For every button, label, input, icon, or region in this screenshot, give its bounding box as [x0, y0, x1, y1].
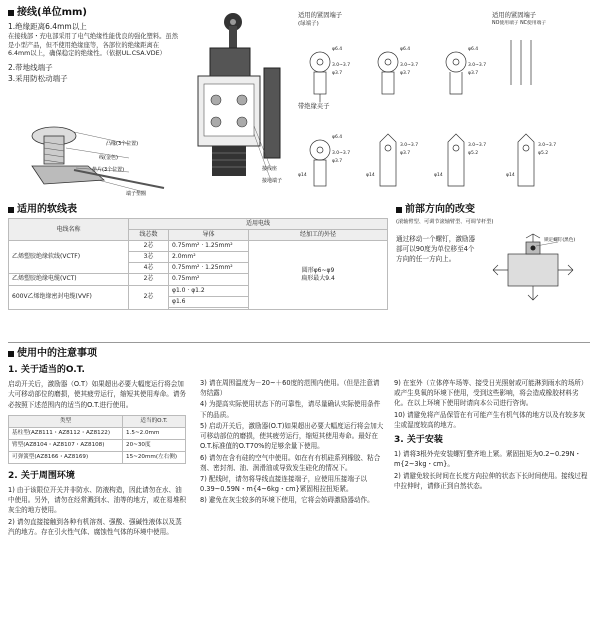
label-wire: 线(金色) [99, 155, 118, 161]
table-row: 臂型(AZ8104・AZ8107・AZ8108) 20~30度 [9, 439, 186, 451]
list-item: 7) 配线时，请勿将导线直接连接端子，应使用压接端子以0.39~0.59N・m{4~6kg・cm}紧固相拉扭矩紧。 [200, 474, 368, 494]
ot-heading: 1. 关于适当的O.T. [8, 365, 85, 375]
label-lock-screw: 锁定螺钉(黑色) [544, 238, 576, 243]
svg-text:3.0~3.7: 3.0~3.7 [400, 63, 419, 68]
ot-body: 启动开关后，激励器（O.T）如果超出必要大幅度运行将会加大可移动部位的磨损，使其疲劳运行，缩短其使用寿命。请务必按照下述范围内的适当的O.T.进行使用。 [8, 380, 187, 409]
bullet-square-icon [8, 10, 14, 16]
svg-text:3.0~3.7: 3.0~3.7 [332, 63, 351, 68]
list-item: 6) 请勿在含有硅的空气中使用。如在有有机硅系列橡胶、粘合剂、密封剂、油、润滑油或导致发生硅化的情况下。 [200, 453, 381, 472]
svg-text:φ3.7: φ3.7 [468, 71, 479, 76]
env-list [8, 485, 188, 537]
svg-text:φ6.4: φ6.4 [468, 47, 479, 52]
svg-text:3.0~3.7: 3.0~3.7 [538, 143, 557, 148]
terminal-caption-2: 适用的紧固端子 NO使用端子 NC使用端子 [492, 12, 547, 26]
svg-text:φ3.7: φ3.7 [332, 71, 343, 76]
od-cell: 圆形φ6~φ9 扁形最大9.4 [249, 241, 388, 310]
ot-table: 类型 适当的O.T. 基柱型(AZ8111・AZ8112・AZ8122) 1.5~2.0mm 臂型(AZ8104・AZ8107・AZ8108) 20~30度 可弹簧型(AZ8166・AZ8169) 15~20mm(左右侧) [8, 415, 186, 464]
list-item: 2) 请避免较长时间在长度方向拉伸的状态下长时间使用。接线过程中拉伸时，请修正到自然状态。 [394, 471, 588, 490]
section-precautions-title: 使用中的注意事项 [8, 347, 97, 361]
section-divider [8, 342, 590, 343]
list-item: 5) 启动开关后，激励器(O.T)如果超出必要大幅度运行将会加大可移动部位的磨损，使其疲劳运行，缩短其使用寿命。最好在O.T.标准值的O.T70%的足够余量下使用。 [200, 421, 384, 451]
list-item: 4) 为提高实际使用状态下的可靠性，请尽量确认实际使用条件下的品质。 [200, 400, 381, 419]
list-item: 2) 请勿直接接触到各种有机溶剂、强酸、强碱性液体以及蒸汽的地方。存在引火性气体、腐蚀性气体的环境中使用。 [8, 517, 182, 536]
bullet-square-icon [8, 207, 14, 213]
svg-text:φ5.2: φ5.2 [538, 151, 549, 156]
label-washer: 垫片(3个位置) [92, 167, 125, 173]
list-item: 1) 请将3根外壳安装螺钉整齐地上紧。紧固扭矩为0.2~0.29N・m{2~3kg・cm}。 [394, 450, 582, 469]
label-terminal-block: 接线座 [262, 166, 278, 172]
terminal-dimension-drawings [296, 30, 592, 200]
list-item: 3) 请在周围温度为－20~＋60度的范围内使用。（但是注意请勿结露） [200, 379, 380, 398]
bullet-square-icon [8, 351, 14, 357]
svg-text:φ3.7: φ3.7 [400, 151, 411, 156]
direction-subtitle: (滚轴臂型、可调节滚轴臂型、可调节杆型) [396, 219, 494, 225]
precautions-middle-column [200, 378, 385, 507]
wiring-item-1-body: 在接线部・充电部采用了电气绝缘性能优良的强化塑料。虽然是小型产品，但不使用绝缘座等，各部位的绝缘距离在6.4mm以上，确保稳定的绝缘性。（依据UL.CSA.VDE） [8, 33, 179, 58]
direction-diagram [478, 232, 593, 304]
precautions-left-column [8, 364, 188, 538]
svg-text:φ5.2: φ5.2 [468, 151, 479, 156]
table-row: 600V乙烯绝缘密封电缆(VVF) 2芯 φ1.0 · φ1.2 [9, 285, 388, 296]
terminal-caption-1: 适用的紧固端子 (绿端子) [298, 12, 343, 27]
table-row: 乙烯塑胶绝缘软线(VCTF) 2芯 0.75mm² · 1.25mm² 圆形φ6~φ9 扁形最大9.4 [9, 241, 388, 252]
svg-text:3.0~3.7: 3.0~3.7 [468, 143, 487, 148]
cord-table: 电线名称 适用电线 线芯数 导体 经加工的外径 乙烯塑胶绝缘软线(VCTF) 2芯 0.75mm² · 1.25mm² 圆形φ6~φ9 扁形最大9.4 3芯 2.0mm² 4芯 0.75mm² · 1.25mm² 乙烯塑胶绝缘电缆(VCT) 2芯 0.75mm² 600V乙烯绝缘密封电缆(VVF) 2芯 φ1.0 · φ1.2 φ1.6 [8, 218, 388, 310]
svg-text:φ6.4: φ6.4 [400, 47, 411, 52]
precautions-right-column [394, 378, 590, 492]
section-direction-title: 前部方向的改变 [396, 203, 475, 217]
list-item: 8) 避免在灰尘较多的环境下使用，它将会妨碍激励器动作。 [200, 496, 374, 505]
terminal-caption-3: 带绝缘夹子 [298, 103, 330, 110]
svg-text:φ14: φ14 [298, 173, 307, 178]
svg-text:3.0~3.7: 3.0~3.7 [332, 151, 351, 156]
svg-text:φ14: φ14 [434, 173, 443, 178]
list-item: 10) 请避免将产品保管在有可能产生有机气体的地方以及有较多灰尘或湿度较高的地方。 [394, 410, 586, 429]
svg-text:φ14: φ14 [366, 173, 375, 178]
section-wiring-title: 接线(单位mm) [8, 6, 87, 20]
table-row: 可弹簧型(AZ8166・AZ8169) 15~20mm(左右侧) [9, 451, 186, 463]
table-row: 4芯 0.75mm² · 1.25mm² [9, 263, 388, 274]
right-list [394, 378, 590, 430]
table-row: φ1.6 [9, 296, 388, 307]
list-item: 9) 在室外（立体停车场等、接受日光照射或可能淋到雨水的场所）或产生臭氧的环境下使用，受到这些影响，将会造成橡胶材料劣化。在以上环境下使用时请向本公司进行咨询。 [394, 379, 588, 408]
table-row: 3芯 2.0mm² [9, 252, 388, 263]
list-item: 1) 由于该限位开关并非防水、防液构造，因此请勿在水、油中使用。另外，请勿在经常溅到水、油等的地方，或在易堆积灰尘的地方使用。 [8, 485, 187, 515]
install-heading: 3. 关于安装 [394, 435, 443, 446]
table-row: 基柱型(AZ8111・AZ8112・AZ8122) 1.5~2.0mm [9, 427, 186, 439]
table-row: 乙烯塑胶绝缘电缆(VCT) 2芯 0.75mm² [9, 274, 388, 285]
bullet-square-icon [396, 207, 402, 213]
limit-switch-illustration [188, 8, 298, 193]
label-terminal-washer: 端子垫圈 [126, 191, 147, 197]
label-ground-terminal: 接地端子 [262, 178, 283, 184]
env-heading: 2. 关于周围环境 [8, 470, 75, 481]
direction-body: 通过移动一个螺钉，激励器部可以90度为单位移至4个方向的任一方向上。 [396, 235, 476, 263]
wiring-item-2: 2.带地线端子 [8, 62, 53, 72]
svg-text:φ6.4: φ6.4 [332, 135, 343, 140]
svg-text:3.0~3.7: 3.0~3.7 [468, 63, 487, 68]
svg-text:φ3.7: φ3.7 [332, 159, 343, 164]
wiring-text [8, 22, 180, 84]
svg-text:φ14: φ14 [506, 173, 515, 178]
section-cord-title: 适用的软线表 [8, 203, 77, 217]
svg-text:φ6.4: φ6.4 [332, 47, 343, 52]
svg-text:φ3.7: φ3.7 [400, 71, 411, 76]
label-flange: 凸缘(3个位置) [106, 141, 139, 147]
svg-text:3.0~3.7: 3.0~3.7 [400, 143, 419, 148]
wiring-item-1-heading: 1.绝缘距离6.4mm以上 [8, 22, 87, 31]
terminal-screw-diagram [14, 118, 189, 198]
wiring-item-3: 3.采用防松动端子 [8, 73, 68, 83]
install-list [394, 449, 590, 491]
